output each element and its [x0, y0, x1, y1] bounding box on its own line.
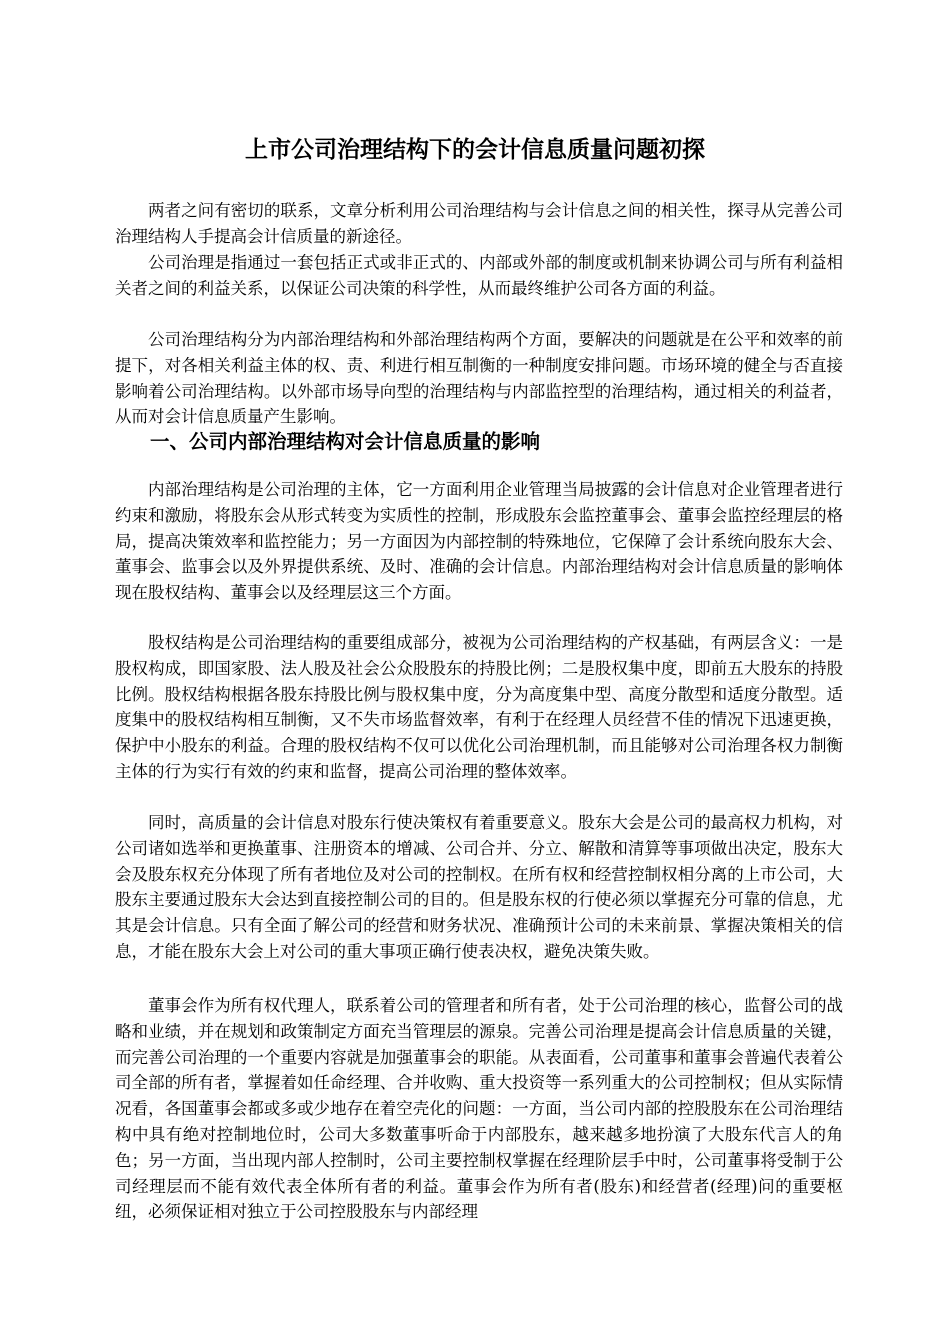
- section1-paragraph-3: 同时，高质量的会计信息对股东行使决策权有着重要意义。股东大会是公司的最高权力机构，对公司诸如选举和更换董事、注册资本的增减、公司合并、分立、解散和清算等事项做出决定，股东大会及股东权充分体现了所有者地位及对公司的控制权。在所有权和经营控制权相分离的上市公司，大股东主要通过股东大会达到直接控制公司的目的。但是股东权的行使必须以掌握充分可靠的信息，尤其是会计信息。只有全面了解公司的经营和财务状况、准确预计公司的未来前景、掌握决策相关的信息，才能在股东大会上对公司的重大事项正确行使表决权，避免决策失败。: [115, 813, 843, 961]
- intro-paragraph-2: 公司治理是指通过一套包括正式或非正式的、内部或外部的制度或机制来协调公司与所有利益相关者之间的利益关系，以保证公司决策的科学性，从而最终维护公司各方面的利益。: [115, 253, 843, 298]
- section1-paragraph-1: 内部治理结构是公司治理的主体，它一方面利用企业管理当局披露的会计信息对企业管理者进行约束和激励，将股东会从形式转变为实质性的控制，形成股东会监控董事会、董事会监控经理层的格局，提高决策效率和监控能力；另一方面因为内部控制的特殊地位，它保障了会计系统向股东大会、董事会、监事会以及外界提供系统、及时、准确的会计信息。内部治理结构对会计信息质量的影响体现在股权结构、董事会以及经理层这三个方面。: [115, 480, 843, 603]
- section1-paragraph-2: 股权结构是公司治理结构的重要组成部分，被视为公司治理结构的产权基础，有两层含义：一是股权构成，即国家股、法人股及社会公众股股东的持股比例；二是股权集中度，即前五大股东的持股比例。股权结构根据各股东持股比例与股权集中度，分为高度集中型、高度分散型和适度分散型。适度集中的股权结构相互制衡，又不失市场监督效率，有利于在经理人员经营不佳的情况下迅速更换，保护中小股东的利益。合理的股权结构不仅可以优化公司治理机制，而且能够对公司治理各权力制衡主体的行为实行有效的约束和监督，提高公司治理的整体效率。: [115, 633, 843, 781]
- section1-paragraph-4: 董事会作为所有权代理人，联系着公司的管理者和所有者，处于公司治理的核心，监督公司的战略和业绩，并在规划和政策制定方面充当管理层的源泉。完善公司治理是提高会计信息质量的关键，而完善公司治理的一个重要内容就是加强董事会的职能。从表面看，公司董事和董事会普遍代表着公司全部的所有者，掌握着如任命经理、合并收购、重大投资等一系列重大的公司控制权；但从实际情况看，各国董事会都或多或少地存在着空壳化的问题：一方面，当公司内部的控股股东在公司治理结构中具有绝对控制地位时，公司大多数董事听命于内部股东，越来越多地扮演了大股东代言人的角色；另一方面，当出现内部人控制时，公司主要控制权掌握在经理阶层手中时，公司董事将受制于公司经理层而不能有效代表全体所有者的利益。董事会作为所有者(股东)和经营者(经理)问的重要枢纽，必须保证相对独立于公司控股股东与内部经理: [115, 996, 843, 1222]
- intro-paragraph-3: 公司治理结构分为内部治理结构和外部治理结构两个方面，要解决的问题就是在公平和效率的前提下，对各相关利益主体的权、责、利进行相互制衡的一种制度安排问题。市场环境的健全与否直接影响着公司治理结构。以外部市场导向型的治理结构与内部监控型的治理结构，通过相关的利益者，从而对会计信息质量产生影响。: [115, 330, 843, 427]
- document-title: 上市公司治理结构下的会计信息质量问题初探: [245, 137, 705, 163]
- intro-paragraph-1: 两者之问有密切的联系，文章分析利用公司治理结构与会计信息之间的相关性，探寻从完善公司治理结构人手提高会计信质量的新途径。: [115, 201, 843, 246]
- section-heading-1: 一、公司内部治理结构对会计信息质量的影响: [150, 430, 541, 453]
